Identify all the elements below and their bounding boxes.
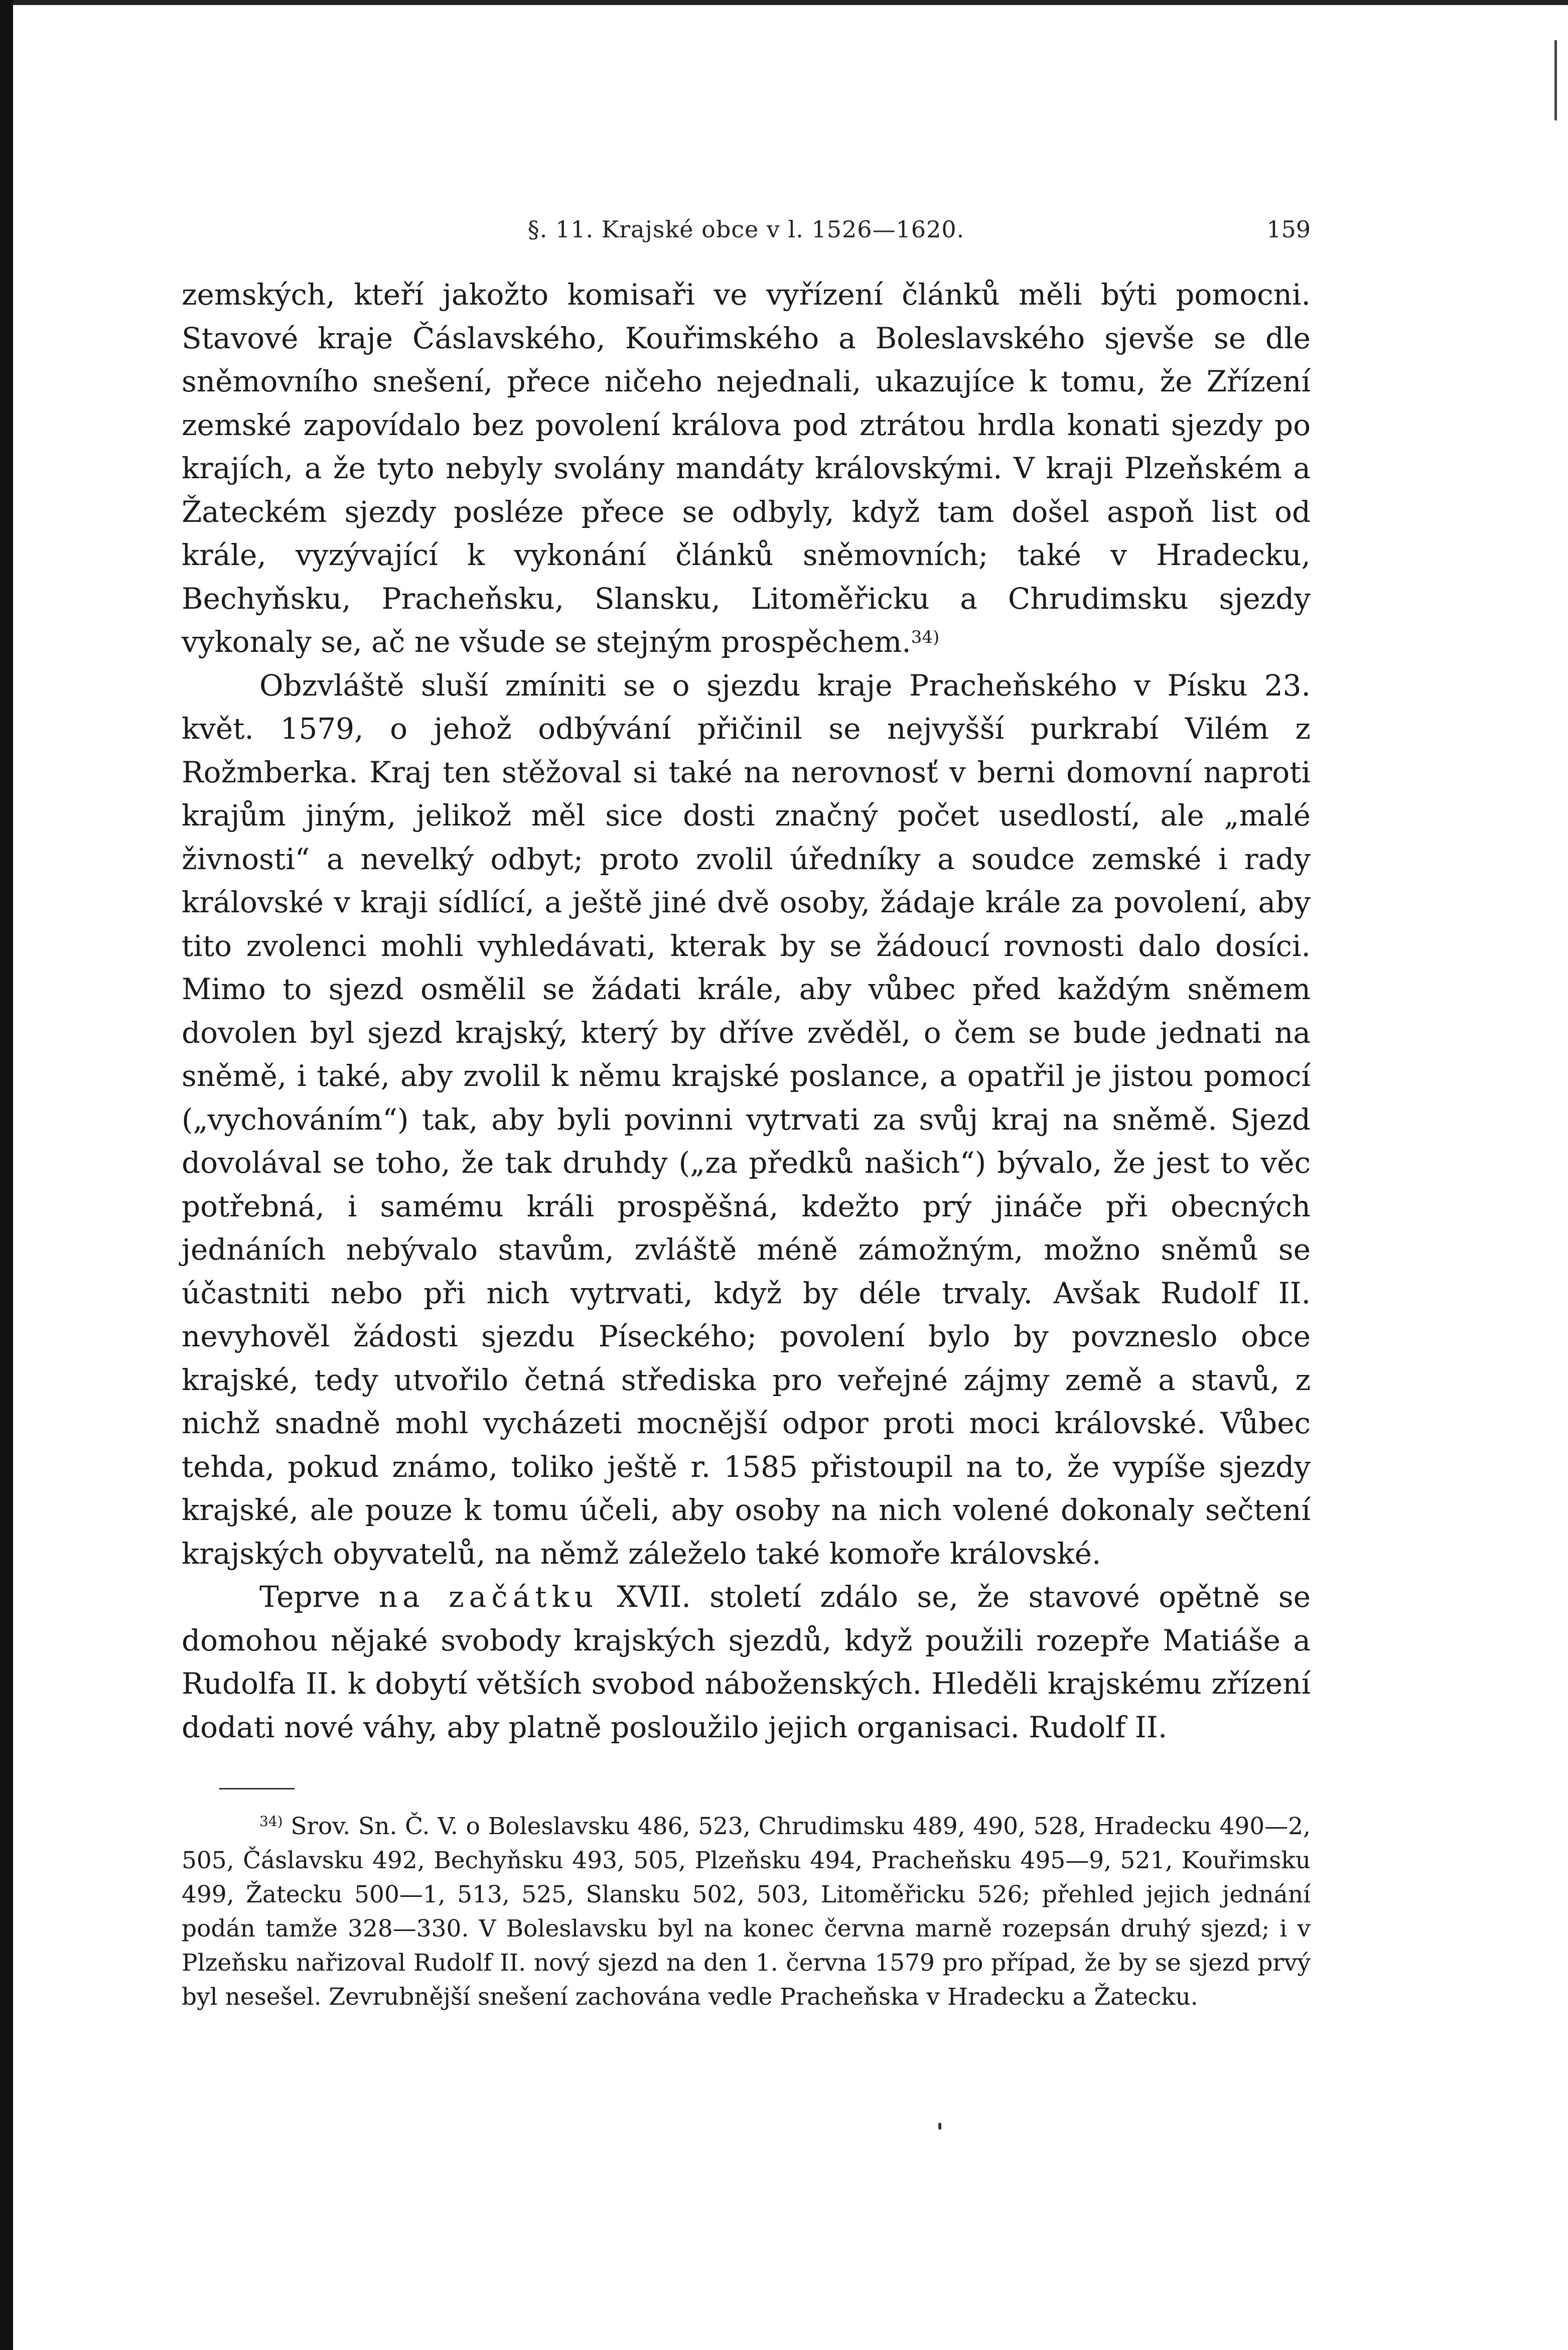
page-number: 159 bbox=[1266, 216, 1311, 243]
paragraph-2-text: Obzvláště sluší zmíniti se o sjezdu kraje Pracheňského v Písku 23. květ. 1579, o jehož odbývání přičinil se nejvyšší purkrabí Vilém z Rožmberka. Kraj ten stěžoval si také na nerovnosť v berni domovní naproti krajům jiným, jelikož měl sice dosti značný počet usedlostí, ale „malé živnosti“ a nevelký odbyt; proto zvolil úředníky a soudce zemské i rady královské v kraji sídlící, a ještě jiné dvě osoby, žádaje krále za povolení, aby tito zvolenci mohli vyhledávati, kterak by se žádoucí rovnosti dalo dosíci. Mimo to sjezd osmělil se žádati krále, aby vůbec před každým sněmem dovolen byl sjezd krajský, který by dříve zvěděl, o čem se bude jednati na sněmě, i také, aby zvolil k němu krajské poslance, a opatřil je jistou pomocí („vychováním“) tak, aby byli povinni vytrvati za svůj kraj na sněmě. Sjezd dovolával se toho, že tak druhdy („za předků našich“) bývalo, že jest to věc potřebná, i samému králi prospěšná, kdežto prý jináče při obecných jednáních nebývalo stavům, zvláště méně zámožným, možno sněmů se účastniti nebo při nich vytrvati, když by déle trvaly. Avšak Rudolf II. nevyhověl žádosti sjezdu Píseckého; povolení bylo by povzneslo obce krajské, tedy utvořilo četná střediska pro veřejné zájmy země a stavů, z nichž snadně mohl vycházeti mocnější odpor proti moci královské. Vůbec tehda, pokud známo, toliko ještě r. 1585 přistoupil na to, že vypíše sjezdy krajské, ale pouze k tomu účeli, aby osoby na nich volené dokonaly sečtení krajských obyvatelů, na němž záleželo také komoře královské. bbox=[182, 668, 1311, 1571]
paragraph-3-spaced-emphasis: na začátku bbox=[378, 1580, 599, 1614]
scan-border-left bbox=[0, 0, 13, 2350]
body-text bbox=[182, 273, 1311, 1749]
paragraph-3-tail: XVII. století zdálo se, že stavové opětně se domohou nějaké svobody krajských sjezdů, když použili rozepře Matiáše a Rudolfa II. k dobytí větších svobod náboženských. Hleděli krajskému zřízení dodati nové váhy, aby platně posloužilo jejich organisaci. Rudolf II. bbox=[182, 1580, 1311, 1744]
page-header bbox=[182, 201, 1311, 241]
running-head: §. 11. Krajské obce v l. 1526—1620. bbox=[527, 216, 965, 243]
footnotes bbox=[182, 1810, 1311, 2014]
scan-border-top bbox=[0, 0, 1568, 5]
footnote-divider bbox=[219, 1788, 295, 1789]
book-page bbox=[182, 201, 1311, 2014]
scan-speck bbox=[938, 2123, 941, 2130]
footnote-reference: 34) bbox=[911, 627, 940, 647]
footnote-34 bbox=[182, 1810, 1311, 2014]
paragraph-1 bbox=[182, 273, 1311, 664]
paragraph-3-lead: Teprve bbox=[259, 1580, 360, 1614]
footnote-text: Srov. Sn. Č. V. o Boleslavsku 486, 523, Chrudimsku 489, 490, 528, Hradecku 490—2, 505, Čáslavsku 492, Bechyňsku 493, 505, Plzeňsku 494, Pracheňsku 495—9, 521, Kouřimsku 499, Žatecku 500—1, 513, 525, Slansku 502, 503, Litoměřicku 526; přehled jejich jednání podán tamže 328—330. V Boleslavsku byl na konec června marně rozepsán druhý sjezd; i v Plzeňsku nařizoval Rudolf II. nový sjezd na den 1. června 1579 pro případ, že by se sjezd prvý byl nesešel. Zevrubnější snešení zachována vedle Pracheňska v Hradecku a Žatecku. bbox=[182, 1813, 1311, 2011]
footnote-marker: 34) bbox=[259, 1813, 283, 1830]
scan-mark-right bbox=[1554, 40, 1557, 120]
paragraph-2 bbox=[182, 664, 1311, 1576]
paragraph-3 bbox=[182, 1575, 1311, 1749]
paragraph-1-text: zemských, kteří jakožto komisaři ve vyřízení článků měli býti pomocni. Stavové kraje Čáslavského, Kouřimského a Boleslavského sjevše se dle sněmovního snešení, přece ničeho nejednali, ukazujíce k tomu, že Zřízení zemské zapovídalo bez povolení králova pod ztrátou hrdla konati sjezdy po krajích, a že tyto nebyly svolány mandáty královskými. V kraji Plzeňském a Žateckém sjezdy posléze přece se odbyly, když tam došel aspoň list od krále, vyzývající k vykonání článků sněmovních; také v Hradecku, Bechyňsku, Pracheňsku, Slansku, Litoměřicku a Chrudimsku sjezdy vykonaly se, ač ne všude se stejným prospěchem. bbox=[182, 278, 1311, 659]
